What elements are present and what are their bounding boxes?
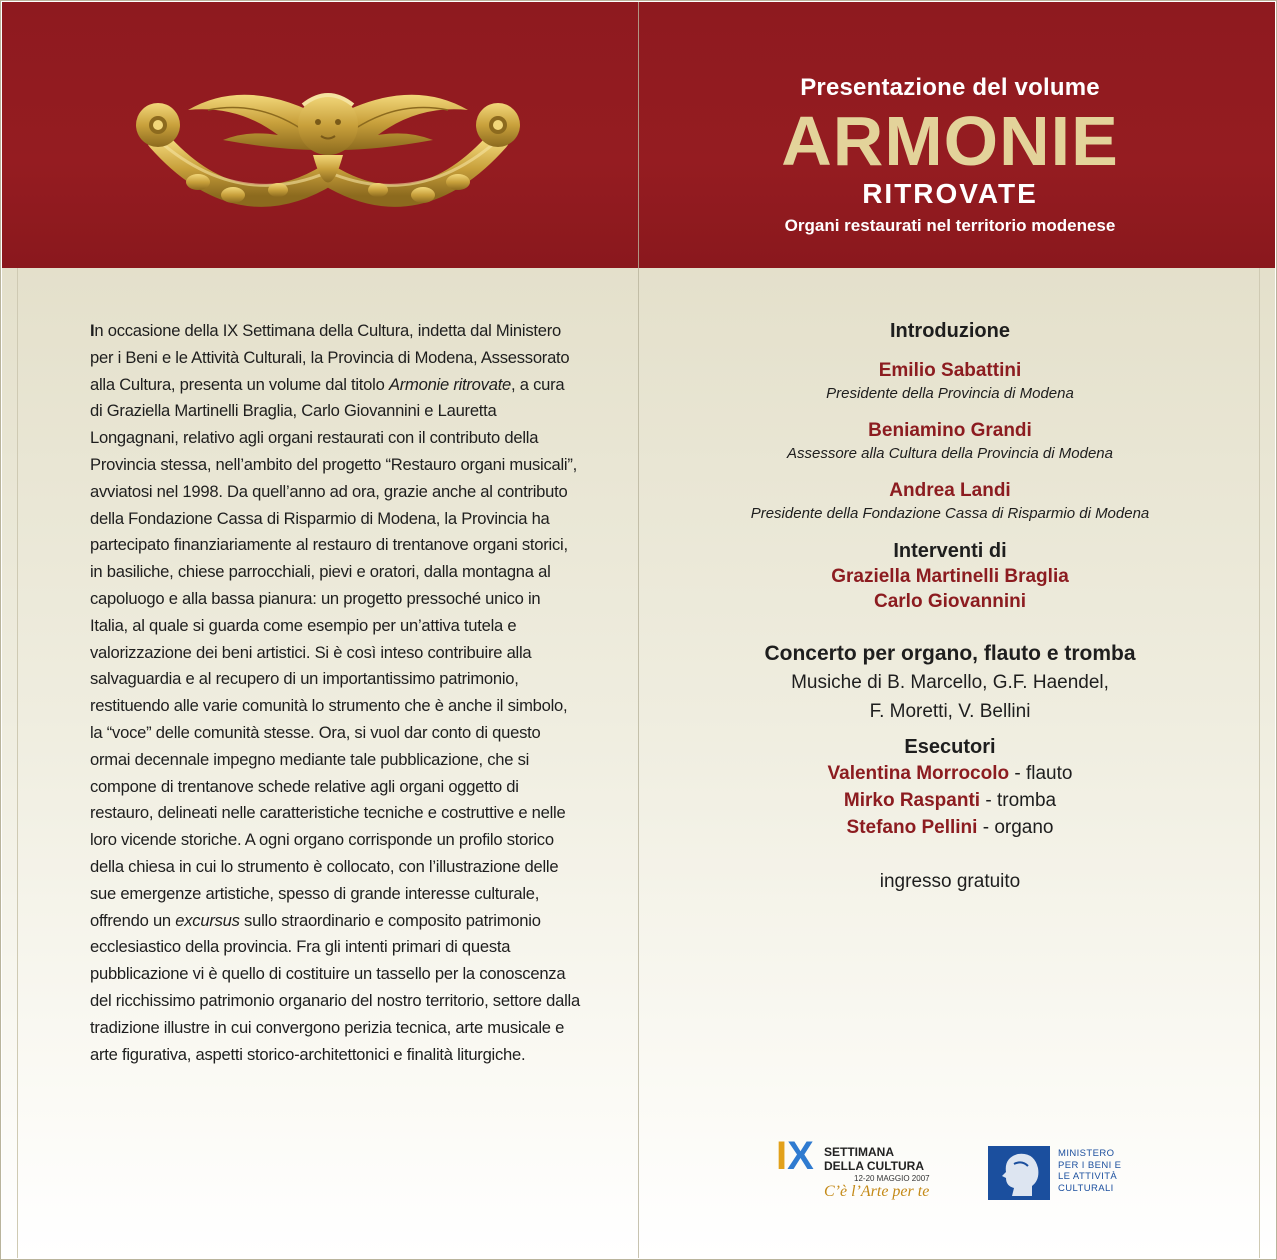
- intervention-name: Carlo Giovannini: [873, 591, 1027, 612]
- performer-row: [700, 787, 1200, 814]
- speaker-name: Andrea Landi: [889, 480, 1011, 501]
- ministero-line: MINISTERO: [1058, 1148, 1115, 1159]
- performer-name: Stefano Pellini: [846, 817, 978, 838]
- intervention-name: Graziella Martinelli Braglia: [831, 566, 1069, 587]
- mibac-logo: [988, 1146, 1128, 1202]
- speaker-role: Assessore alla Cultura della Provincia di Modena: [786, 445, 1113, 462]
- admission-note: ingresso gratuito: [879, 871, 1021, 892]
- settimana-slogan: C’è l’Arte per te: [824, 1183, 930, 1200]
- presentation-label: Presentazione del volume: [800, 74, 1100, 101]
- intro-text-part1: n occasione della IX Settimana della Cultura, indetta dal Ministero per i Beni e le Attività Culturali, la Provincia di Modena, Assessorato alla Cultura, presenta un volume dal titolo: [90, 321, 570, 394]
- settimana-ix-mark: IX: [776, 1134, 814, 1178]
- introduction-heading: Introduzione: [890, 320, 1010, 342]
- performer-row: [700, 814, 1200, 841]
- speaker-name: Beniamino Grandi: [868, 420, 1032, 441]
- intro-book-title: Armonie ritrovate: [388, 374, 512, 394]
- book-tagline: Organi restaurati nel territorio modenese: [784, 216, 1116, 235]
- book-title: ARMONIE: [781, 102, 1119, 180]
- mibac-emblem: [988, 1146, 1050, 1200]
- right-margin-line: [1259, 268, 1260, 1258]
- settimana-cultura-logo: [776, 1136, 946, 1206]
- intro-text-part2: , a cura di Graziella Martinelli Braglia, Carlo Giovannini e Lauretta Longagnani, relativo agli organi restaurati con il contributo della Provincia stessa, nell’ambito del progetto “Restauro organi musicali”, avviatosi nel 1998. Da quell’anno ad ora, grazie anche al contributo della Fondazione Cassa di Risparmio di Modena, la Provincia ha partecipato finanziariamente al restauro di trentanove organi storici, in basiliche, chiese parrocchiali, pievi e oratori, dalla montagna al capoluogo e alla bassa pianura: un progetto pressoché unico in Italia, al quale si guarda come esempio per un’attiva tutela e valorizzazione dei beni artistici. Si è così inteso contribuire alla salvaguardia e al recupero di un importantissimo patrimonio, restituendo alle varie comunità lo strumento che è anche il simbolo, la “voce” delle comunità stesse. Ora, si vuol dar conto di questo ormai decennale impegno mediante tale pubblicazione, che si compone di trentanove schede relative agli organi oggetto di restauro, delineati nelle caratteristiche tecniche e costruttive e nelle loro vicende storiche. A ogni organo corrisponde un profilo storico della chiesa in cui lo strumento è collocato, con l’illustrazione delle sue emergenze artistiche, spesso di grande interesse culturale, offrendo un: [90, 374, 577, 930]
- left-margin-line: [17, 268, 18, 1258]
- performer-row: [700, 760, 1200, 787]
- fold-line: [638, 2, 639, 1258]
- music-line-1: Musiche di B. Marcello, G.F. Haendel,: [791, 672, 1109, 693]
- settimana-line1: SETTIMANA: [824, 1145, 894, 1159]
- settimana-line2: DELLA CULTURA: [824, 1159, 924, 1173]
- intro-dropcap: I: [90, 321, 95, 340]
- intro-paragraph: [90, 318, 580, 1068]
- settimana-dates: 12-20 MAGGIO 2007: [854, 1174, 930, 1183]
- performers-heading: Esecutori: [904, 736, 996, 758]
- music-line-2: F. Moretti, V. Bellini: [869, 701, 1031, 722]
- profile-head-icon: [988, 1146, 1050, 1200]
- event-program: [700, 318, 1200, 896]
- interventions-heading: Interventi di: [893, 540, 1007, 562]
- intro-excursus: excursus: [175, 910, 240, 930]
- performer-instrument: - organo: [977, 817, 1054, 838]
- ministero-line: CULTURALI: [1058, 1182, 1114, 1194]
- performer-instrument: - flauto: [1009, 763, 1073, 784]
- ministero-text: [1058, 1148, 1121, 1194]
- concert-title: Concerto per organo, flauto e tromba: [764, 642, 1136, 665]
- ministero-line: LE ATTIVITÀ: [1058, 1171, 1118, 1182]
- performer-name: Mirko Raspanti: [843, 790, 981, 811]
- intro-text-part3: sullo straordinario e composito patrimonio ecclesiastico della provincia. Fra gli intenti primari di questa pubblicazione vi è quello di costituire un tassello per la conoscenza del ricchissimo patrimonio organario del nostro territorio, settore dalla tradizione illustre in cui convergono perizia tecnica, arte musicale e arte figurativa, aspetti storico-architettonici e finalità liturgiche.: [90, 910, 580, 1064]
- ministero-line: PER I BENI E: [1058, 1159, 1122, 1171]
- speaker-role: Presidente della Provincia di Modena: [826, 385, 1074, 402]
- title-block: [760, 74, 1140, 236]
- performer-instrument: - tromba: [980, 790, 1057, 811]
- speaker-name: Emilio Sabattini: [878, 360, 1022, 381]
- book-subtitle: RITROVATE: [862, 178, 1038, 209]
- performer-name: Valentina Morrocolo: [827, 763, 1010, 784]
- gilded-cherub-ornament: [128, 80, 528, 220]
- speaker-role: Presidente della Fondazione Cassa di Risparmio di Modena: [750, 505, 1150, 522]
